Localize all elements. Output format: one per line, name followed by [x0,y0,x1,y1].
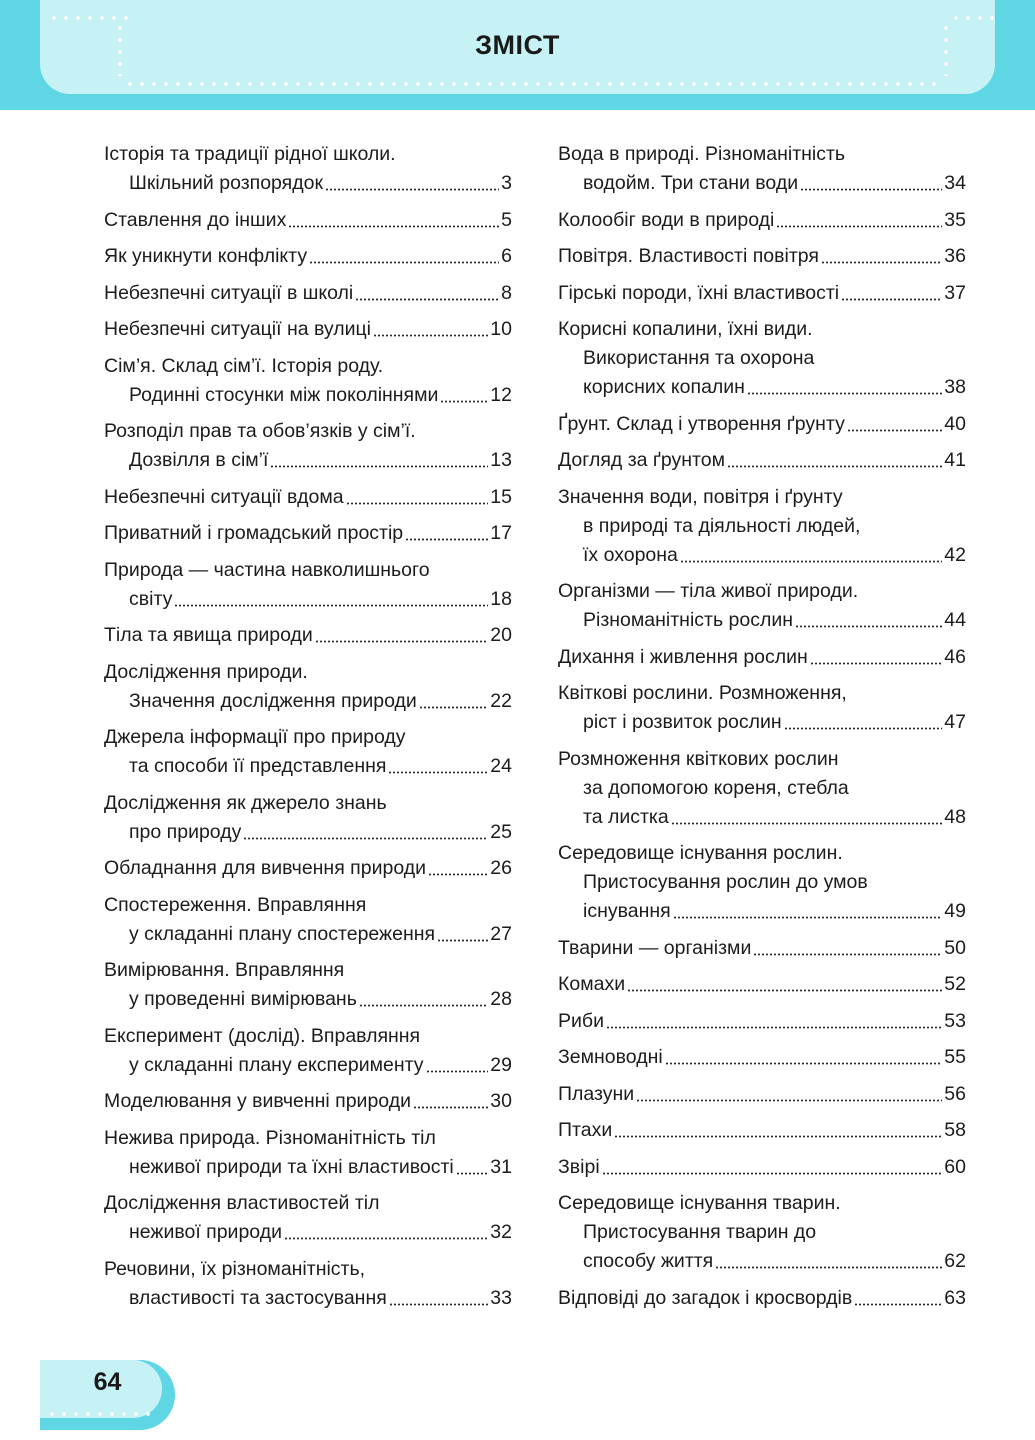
toc-entry-line: Експеримент (дослід). Вправляння [104,1024,421,1047]
dot-leader [346,502,489,505]
toc-entry-line: Сім’я. Склад сім’ї. Історія роду. [104,354,384,377]
toc-entry-row [104,1284,512,1313]
toc-entry [558,140,966,198]
toc-entry-row [104,818,512,847]
toc-entry-title: Ставлення до інших [104,208,287,231]
toc-entry-row [104,1218,512,1247]
toc-page-number: 58 [944,1119,966,1141]
toc-entry-title: Шкільний розпорядок [129,172,324,194]
toc-entry-line: Історія та традиції рідної школи. [104,143,396,165]
dot-leader [243,837,488,840]
toc-page-number: 44 [944,609,966,631]
toc-page-number: 42 [944,543,966,566]
toc-entry [558,279,966,308]
toc-entry [558,1080,966,1109]
toc-page-number: 8 [501,281,512,304]
dot-leader [405,538,488,541]
toc-entry [104,891,512,949]
dot-leader [437,939,488,942]
dot-leader [389,1303,489,1306]
toc-entry-line: Пристосування тварин до [583,1221,817,1243]
toc-entry-row [104,752,512,781]
toc-page-number: 28 [490,988,512,1010]
toc-entry [104,242,512,271]
toc-entry-title: Моделювання у вивченні природи [104,1090,411,1112]
toc-entry-title: Дихання і живлення рослин [558,645,808,668]
toc-entry [104,723,512,781]
dot-leader [727,465,942,468]
toc-page-number: 25 [490,820,512,843]
toc-entry [104,483,512,512]
toc-page-number: 33 [490,1286,512,1309]
toc-entry-title: корисних копалин [583,376,745,398]
toc-entry [104,789,512,847]
toc-entry-title: Дозвілля в сім’ї [129,449,269,471]
dot-leader [800,188,942,191]
dot-leader [388,771,488,774]
dot-leader [355,298,499,301]
dot-leader [288,225,499,228]
toc-entry-row [104,446,512,475]
toc-entry-row [104,1087,512,1116]
toc-entry-line: Дослідження природи. [104,660,308,683]
toc-entry [104,279,512,308]
dot-leader [673,916,943,919]
toc-entry [558,1284,966,1313]
toc-entry-row [558,934,966,963]
footer-dots [46,1412,156,1416]
toc-entry-line: Організми — тіла живої природи. [558,580,859,602]
toc-entry-title: існування [583,900,671,922]
toc-page-number: 17 [490,522,512,544]
toc-page-number: 36 [944,245,966,267]
toc-page-number: 6 [501,245,512,267]
toc-entry [104,1124,512,1182]
toc-entry-title: Плазуни [558,1082,635,1105]
toc-entry-title: їх охорона [583,543,678,566]
toc-entry-title: та листка [583,805,669,828]
toc-entry-line: Вода в природі. Різноманітність [558,143,846,165]
toc-entry-row [104,519,512,548]
toc-page-number: 37 [944,281,966,304]
toc-page-number: 56 [944,1082,966,1105]
dot-leader [854,1303,942,1306]
toc-entry [104,1255,512,1313]
dot-leader [428,873,488,876]
dot-leader [627,989,942,992]
toc-page-number: 47 [944,711,966,733]
toc-entry-line: в природі та діяльності людей, [583,514,861,537]
toc-entry-row [558,169,966,198]
dot-leader [426,1070,489,1073]
toc-entry-title: Небезпечні ситуації в школі [104,281,354,304]
toc-page-number: 20 [490,624,512,646]
toc-entry [558,1007,966,1036]
dot-leader [665,1062,943,1065]
toc-entry-row [558,1153,966,1182]
toc-page-number: 34 [944,172,966,194]
toc-entry [558,970,966,999]
dot-leader [614,1135,942,1138]
toc-entry-title: Комахи [558,973,626,995]
dot-leader [671,822,943,825]
toc-entry [558,206,966,235]
toc-entry-row [104,242,512,271]
page-number: 64 [93,1368,122,1396]
toc-page-number: 46 [944,645,966,668]
toc-page-number: 53 [944,1009,966,1032]
toc-page-number: 32 [490,1221,512,1243]
toc-entry-row [558,1007,966,1036]
dot-leader [795,625,942,628]
toc-page-number: 26 [490,857,512,879]
toc-entry-row [104,920,512,949]
toc-entry-title: неживої природи [129,1221,282,1243]
toc-entry-title: Риби [558,1009,604,1032]
dot-leader [413,1106,488,1109]
toc-entry-title: Земноводні [558,1046,663,1068]
toc-entry-line: Розмноження квіткових рослин [558,747,839,770]
toc-entry [104,1022,512,1080]
toc-entry [558,745,966,832]
toc-entry [558,1116,966,1145]
toc-entry [558,315,966,402]
toc-entry-line: Дослідження як джерело знань [104,791,387,814]
dot-leader [821,261,942,264]
toc-entry-title: Повітря. Властивості повітря [558,245,819,267]
toc-entry-row [104,585,512,614]
toc-entry-title: світу [129,587,173,610]
toc-entry-title: Обладнання для вивчення природи [104,857,427,879]
toc-entry-row [558,373,966,402]
toc-entry-row [104,169,512,198]
toc-entry-title: Небезпечні ситуації вдома [104,485,344,508]
dot-leader [270,465,488,468]
toc-entry-title: Небезпечні ситуації на вулиці [104,318,372,340]
toc-page-number: 49 [944,900,966,922]
dot-leader [606,1026,942,1029]
toc-page-number: 18 [490,587,512,610]
toc-entry-row [558,279,966,308]
header-dots-top-left [48,16,128,20]
toc-entry [104,352,512,410]
toc-entry-title: Колообіг води в природі [558,208,775,231]
toc-entry [104,206,512,235]
toc-right-column [558,140,966,1313]
toc-entry-title: Ґрунт. Склад і утворення ґрунту [558,412,845,435]
toc-entry-title: Значення дослідження природи [129,689,417,712]
toc-entry [104,417,512,475]
toc-entry-row [104,483,512,512]
toc-entry [104,556,512,614]
toc-entry-row [558,708,966,737]
toc-entry-title: властивості та застосування [129,1286,387,1309]
dot-leader [715,1266,942,1269]
toc-entry-line: Дослідження властивостей тіл [104,1192,380,1214]
toc-page-number: 22 [490,689,512,712]
toc-entry-title: Звірі [558,1155,600,1178]
toc-entry-line: Розподіл прав та обов’язків у сім’ї. [104,420,416,442]
toc-page-number: 40 [944,412,966,435]
toc-entry-row [558,643,966,672]
dot-leader [680,560,942,563]
toc-page-number: 24 [490,755,512,777]
toc-entry [558,679,966,737]
toc-entry-line: Природа — частина навколишнього [104,558,430,581]
toc-entry-title: Тіла та явища природи [104,624,313,646]
dot-leader [309,261,499,264]
toc-entry-row [558,606,966,635]
toc-entry [558,577,966,635]
toc-entry-title: водойм. Три стани води [583,172,799,194]
toc-entry-row [558,206,966,235]
toc-entry [104,1189,512,1247]
toc-entry-title: Як уникнути конфлікту [104,245,308,267]
toc-entry-row [558,970,966,999]
toc-page-number: 60 [944,1155,966,1178]
toc-entry-title: у складанні плану експерименту [129,1053,424,1076]
toc-entry-line: Значення води, повітря і ґрунту [558,485,843,508]
toc-entry-title: Родинні стосунки між поколіннями [129,383,439,406]
toc-entry-row [104,1051,512,1080]
toc-entry-title: Гірські породи, їхні властивості [558,281,840,304]
toc-entry-row [104,621,512,650]
toc-entry-line: Спостереження. Вправляння [104,893,367,916]
dot-leader [359,1004,488,1007]
toc-page-number: 15 [490,485,512,508]
dot-leader [841,298,942,301]
toc-page-number: 38 [944,376,966,398]
dot-leader [373,334,488,337]
toc-page-number: 41 [944,449,966,471]
toc-entry-row [104,1153,512,1182]
toc-entry-line: Використання та охорона [583,347,815,369]
toc-page-number: 62 [944,1250,966,1272]
toc-entry-row [104,985,512,1014]
toc-entry-line: Речовини, їх різноманітність, [104,1257,366,1280]
toc-entry [558,934,966,963]
toc-entry-row [558,446,966,475]
toc-entry-title: способу життя [583,1250,714,1272]
toc-entry [104,140,512,198]
toc-entry-row [104,206,512,235]
toc-entry [558,839,966,926]
toc-page-number: 52 [944,973,966,995]
toc-entry [104,315,512,344]
toc-entry-title: про природу [129,820,242,843]
dot-leader [315,640,488,643]
toc-page-number: 3 [501,172,512,194]
toc-page-number: 27 [490,922,512,945]
toc-page-number: 5 [501,208,512,231]
toc-entry-title: Птахи [558,1119,613,1141]
toc-entry [558,242,966,271]
toc-entry [104,519,512,548]
toc-entry-row [558,1247,966,1276]
toc-entry-row [558,1080,966,1109]
toc-page-number: 48 [944,805,966,828]
toc-entry [558,446,966,475]
header-dots-bottom [124,82,944,86]
toc-entry-row [558,803,966,832]
toc-page-number: 63 [944,1286,966,1309]
toc-page-number: 50 [944,936,966,959]
toc-page-number: 10 [490,318,512,340]
toc-entry-row [104,279,512,308]
dot-leader [810,662,942,665]
toc-entry [558,483,966,570]
toc-entry-line: Середовище існування тварин. [558,1192,841,1214]
toc-entry-row [558,242,966,271]
toc-entry [558,1189,966,1276]
toc-entry-line: Корисні копалини, їхні види. [558,318,813,340]
toc-page-number: 30 [490,1090,512,1112]
dot-leader [419,706,489,709]
toc-entry [558,410,966,439]
toc-entry-title: Догляд за ґрунтом [558,449,726,471]
toc-entry-line: Вимірювання. Вправляння [104,959,345,981]
toc-entry-row [558,410,966,439]
toc-page-number: 13 [490,449,512,471]
header-dots-top-right [950,16,994,20]
toc-entry-line: Середовище існування рослин. [558,842,843,864]
toc-entry-line: Джерела інформації про природу [104,726,406,748]
toc-entry-row [104,854,512,883]
toc-entry-title: та способи її представлення [129,755,387,777]
toc-entry-title: Приватний і громадський простір [104,522,404,544]
toc-entry [104,1087,512,1116]
toc-entry-row [558,1284,966,1313]
toc-entry [104,854,512,883]
toc-entry-row [558,541,966,570]
toc-entry-title: Різноманітність рослин [583,609,794,631]
dot-leader [784,727,943,730]
toc-entry-title: неживої природи та їхні властивості [129,1155,454,1178]
toc-entry-title: у складанні плану спостереження [129,922,436,945]
toc-page-number: 55 [944,1046,966,1068]
toc-entry-title: Відповіді до загадок і кросвордів [558,1286,853,1309]
dot-leader [753,953,942,956]
toc-entry-row [558,1043,966,1072]
toc-entry [104,621,512,650]
toc-entry [104,658,512,716]
page-title: ЗМІСТ [475,30,560,60]
toc-entry [558,1043,966,1072]
toc-left-column [104,140,512,1313]
toc-entry-line: за допомогою кореня, стебла [583,776,849,799]
dot-leader [776,225,942,228]
dot-leader [284,1237,488,1240]
toc-entry-row [104,687,512,716]
toc-entry [558,643,966,672]
dot-leader [456,1172,489,1175]
dot-leader [747,392,942,395]
toc-entry-line: Квіткові рослини. Розмноження, [558,682,847,704]
dot-leader [636,1099,942,1102]
toc-page-number: 29 [490,1053,512,1076]
toc-entry-row [558,897,966,926]
toc-entry-row [104,381,512,410]
toc-entry-row [558,1116,966,1145]
dot-leader [174,604,488,607]
dot-leader [440,400,488,403]
toc-entry [104,956,512,1014]
toc-entry [558,1153,966,1182]
toc-page-number: 35 [944,208,966,231]
dot-leader [602,1172,943,1175]
toc-entry-title: у проведенні вимірювань [129,988,357,1010]
dot-leader [847,429,942,432]
toc-entry-line: Пристосування рослин до умов [583,871,868,893]
toc-entry-title: Тварини — організми [558,936,752,959]
toc-entry-title: ріст і розвиток рослин [583,711,782,733]
toc-entry-row [104,315,512,344]
toc-page-number: 31 [490,1155,512,1178]
dot-leader [325,188,499,191]
toc-entry-line: Нежива природа. Різноманітність тіл [104,1126,436,1149]
toc-page-number: 12 [490,383,512,406]
